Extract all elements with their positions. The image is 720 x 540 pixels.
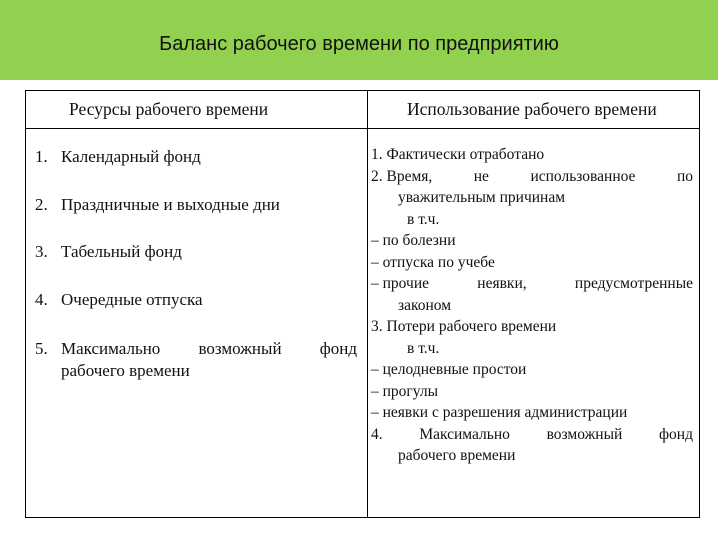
usage-line: – прочие неявки, предусмотренные bbox=[371, 275, 693, 292]
header-resources: Ресурсы рабочего времени bbox=[69, 99, 269, 119]
header-usage: Использование рабочего времени bbox=[407, 99, 657, 119]
resource-item: 2. Праздничные и выходные дни bbox=[35, 195, 280, 214]
usage-line: в т.ч. bbox=[407, 339, 440, 357]
usage-line: 1. Фактически отработано bbox=[371, 146, 545, 163]
usage-line: 2. Время, не использованное по bbox=[371, 167, 693, 185]
resource-item: 5. Максимально возможный фонд рабочего времени bbox=[35, 339, 357, 380]
usage-line: законом bbox=[398, 296, 452, 314]
slide-title: Баланс рабочего времени по предприятию bbox=[159, 33, 559, 55]
resource-item: 3. Табельный фонд bbox=[35, 242, 182, 261]
usage-line: 4. Максимально возможный фонд bbox=[371, 425, 693, 443]
usage-line: – по болезни bbox=[371, 232, 456, 249]
usage-line: – отпуска по учебе bbox=[371, 253, 495, 271]
title-bar bbox=[0, 0, 718, 82]
balance-table bbox=[25, 90, 700, 518]
header-divider bbox=[26, 128, 699, 129]
column-divider bbox=[367, 91, 368, 517]
usage-line: в т.ч. bbox=[407, 210, 440, 228]
resource-item: 4. Очередные отпуска bbox=[35, 290, 203, 309]
usage-line: уважительным причинам bbox=[398, 189, 566, 206]
resource-item: 1. Календарный фонд bbox=[35, 147, 201, 166]
usage-line: рабочего времени bbox=[398, 447, 516, 464]
usage-line: 3. Потери рабочего времени bbox=[371, 318, 557, 335]
usage-line: – целодневные простои bbox=[371, 361, 527, 378]
usage-line: – неявки с разрешения администрации bbox=[371, 404, 628, 421]
usage-line: – прогулы bbox=[371, 382, 438, 400]
